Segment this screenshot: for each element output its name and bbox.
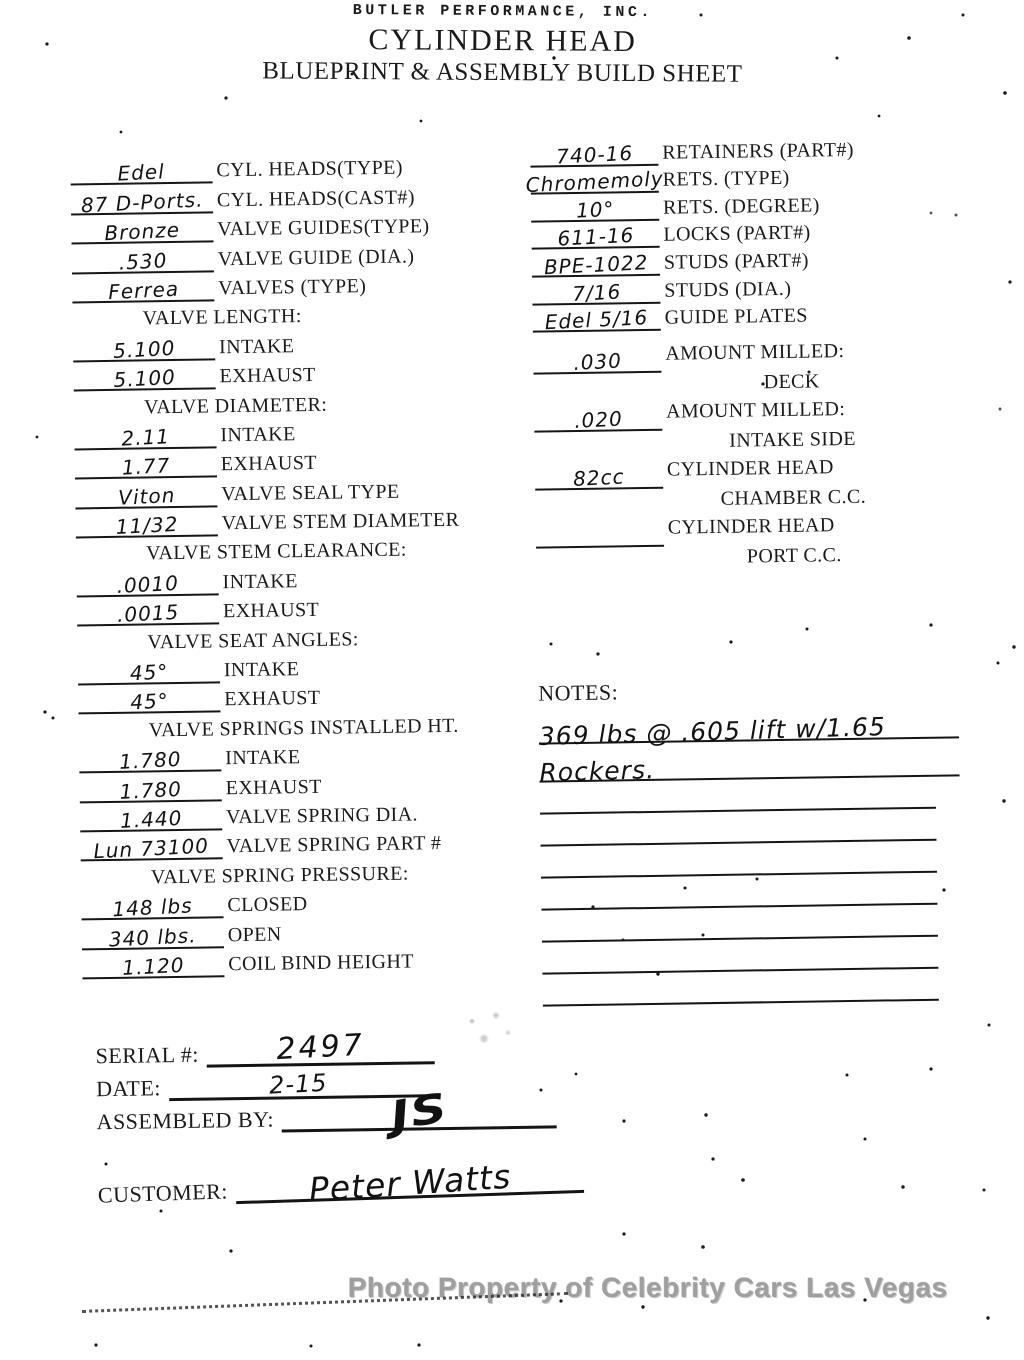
value-underline (79, 770, 221, 803)
field-label: VALVE STEM DIAMETER (221, 508, 460, 535)
field-label: AMOUNT MILLED: (665, 398, 846, 423)
handwritten-value: 82cc (572, 464, 626, 492)
handwritten-value: 340 lbs. (108, 922, 198, 952)
field-label-line2: PORT C.C. (746, 544, 842, 568)
field-label: EXHAUST (220, 452, 318, 476)
document-title-line2: BLUEPRINT & ASSEMBLY BUILD SHEET (262, 57, 743, 88)
field-label: VALVE LENGTH: (142, 305, 302, 330)
handwritten-value: .530 (117, 247, 168, 275)
left-form-column (70, 150, 534, 980)
serial-label: SERIAL #: (95, 1041, 200, 1069)
value-underline (72, 270, 214, 303)
value-underline (535, 505, 664, 549)
field-label: RETAINERS (PART#) (662, 138, 854, 164)
field-label: GUIDE PLATES (664, 304, 808, 329)
field-label: VALVE SEAT ANGLES: (147, 627, 359, 654)
handwritten-value: 1.780 (118, 747, 182, 775)
notes-blank-line (542, 969, 938, 1007)
field-label: CYL. HEADS(TYPE) (216, 156, 404, 182)
value-underline (81, 887, 223, 920)
handwritten-value: 148 lbs (111, 893, 194, 922)
value-underline (79, 740, 221, 773)
value-underline (78, 652, 220, 685)
field-label: INTAKE (220, 423, 296, 447)
value-underline (73, 329, 215, 362)
field-label: VALVE SPRINGS INSTALLED HT. (148, 714, 459, 742)
value-underline (80, 799, 222, 832)
handwritten-note: Rockers. (539, 755, 656, 788)
form-row (535, 442, 1006, 511)
field-label-line2: INTAKE SIDE (729, 428, 857, 452)
value-underline (80, 828, 222, 864)
document-title-line1: CYLINDER HEAD (368, 23, 637, 59)
field-label-line2: CHAMBER C.C. (720, 485, 867, 511)
handwritten-value: BPE-1022 (543, 250, 649, 280)
field-label: VALVE SEAL TYPE (221, 480, 400, 505)
value-underline (82, 946, 224, 979)
value-underline (75, 476, 217, 509)
field-label-wrap (659, 194, 919, 221)
handwritten-value: .020 (573, 406, 624, 434)
handwritten-value: 1.440 (119, 805, 183, 833)
assembled-by-signature: JS (387, 1084, 452, 1140)
field-label-wrap (663, 501, 924, 570)
date-label: DATE: (95, 1075, 162, 1102)
handwritten-value: 611-16 (556, 223, 635, 251)
value-underline (535, 447, 664, 491)
field-label: CYL. HEADS(CAST#) (216, 186, 415, 212)
field-label: VALVE GUIDE (DIA.) (217, 244, 415, 270)
field-label-wrap (659, 166, 919, 193)
footer-section (95, 1027, 717, 1210)
serial-underline (207, 1028, 436, 1067)
customer-underline (235, 1156, 584, 1210)
photo-watermark: Photo Property of Celebrity Cars Las Vegas (348, 1272, 948, 1303)
handwritten-note: 369 lbs @ .605 lift w/1.65 (538, 712, 887, 752)
value-underline (525, 163, 665, 198)
field-label: VALVE SPRING PRESSURE: (150, 862, 409, 889)
field-label: INTAKE (223, 658, 300, 682)
field-label: CYLINDER HEAD (666, 456, 834, 481)
handwritten-value: 45° (129, 688, 170, 715)
value-underline (82, 916, 224, 952)
handwritten-value: 5.100 (112, 365, 177, 393)
right-form-column (525, 133, 1013, 1007)
handwritten-value: 45° (129, 659, 169, 686)
value-underline (73, 358, 215, 391)
field-label: LOCKS (PART#) (663, 221, 811, 247)
field-label: VALVE SPRING DIA. (225, 803, 419, 829)
handwritten-value: Lun 73100 (93, 833, 210, 864)
serial-value: 2497 (275, 1027, 366, 1068)
handwritten-value: .030 (572, 348, 623, 376)
field-label: OPEN (227, 922, 282, 946)
value-underline (532, 246, 660, 280)
right-rows (525, 133, 1006, 568)
form-row (534, 384, 1005, 452)
handwritten-value: 7/16 (571, 279, 622, 306)
value-underline (76, 564, 218, 597)
field-label: AMOUNT MILLED: (665, 340, 845, 365)
handwritten-value: Viton (117, 482, 176, 510)
handwritten-value: 740-16 (555, 140, 634, 169)
customer-label: CUSTOMER: (97, 1178, 229, 1208)
field-label: VALVE STEM CLEARANCE: (145, 539, 407, 565)
field-label: RETS. (TYPE) (662, 167, 790, 191)
field-label-wrap (658, 139, 918, 166)
value-underline (78, 681, 220, 714)
date-value: 2-15 (267, 1068, 328, 1100)
field-label: STUDS (DIA.) (664, 277, 792, 302)
notes-section (538, 674, 1013, 1007)
field-label: INTAKE (218, 334, 295, 359)
handwritten-value: 1.120 (121, 952, 185, 980)
form-row (535, 500, 1006, 568)
notes-label: NOTES: (538, 679, 619, 706)
notes-filled-lines (538, 700, 1009, 788)
form-row (533, 326, 1004, 394)
customer-value: Peter Watts (307, 1156, 513, 1210)
value-underline (70, 152, 212, 185)
field-label: CLOSED (227, 893, 308, 917)
value-underline (534, 389, 663, 433)
field-label: EXHAUST (219, 364, 316, 388)
handwritten-value: .0010 (115, 570, 180, 598)
value-underline (72, 241, 214, 274)
field-label: VALVES (TYPE) (218, 275, 367, 300)
field-label: STUDS (PART#) (663, 249, 810, 274)
field-label: EXHAUST (224, 687, 321, 711)
company-name: BUTLER PERFORMANCE, INC. (352, 2, 653, 22)
value-underline (71, 182, 213, 218)
field-label-wrap (660, 249, 920, 276)
field-label-line2: DECK (763, 370, 820, 394)
field-label-wrap (660, 276, 920, 303)
value-underline (532, 301, 660, 335)
handwritten-value: Bronze (103, 217, 181, 246)
notes-line (538, 701, 959, 752)
field-label: RETS. (DEGREE) (662, 194, 820, 219)
handwritten-value: 11/32 (114, 511, 179, 540)
value-underline (530, 136, 658, 167)
handwritten-value: Ferrea (107, 276, 180, 305)
field-label: INTAKE (222, 570, 298, 594)
field-label-wrap (659, 221, 919, 248)
handwritten-value: Chromemoly (525, 166, 665, 198)
field-label: COIL BIND HEIGHT (228, 950, 415, 976)
scan-noise-specks (0, 0, 2, 2)
value-underline (531, 219, 659, 250)
scan-smudge (448, 998, 528, 1056)
field-label: VALVE DIAMETER: (143, 393, 328, 418)
handwritten-value: 2.11 (120, 424, 171, 451)
handwritten-value: .0015 (116, 600, 180, 628)
field-label: VALVE GUIDES(TYPE) (217, 215, 430, 241)
value-underline (74, 417, 216, 450)
handwritten-value: 1.77 (121, 453, 171, 480)
value-underline (75, 446, 217, 479)
handwritten-value: 87 D-Ports. (80, 187, 204, 218)
field-label: EXHAUST (225, 775, 322, 799)
field-label: EXHAUST (222, 599, 320, 623)
customer-row (97, 1137, 718, 1209)
handwritten-value: 1.780 (118, 776, 183, 804)
assembled-by-label: ASSEMBLED BY: (96, 1106, 275, 1135)
notes-blank-lines (540, 776, 1013, 1007)
handwritten-value: Edel (117, 159, 166, 186)
field-label: CYLINDER HEAD (667, 514, 835, 539)
handwritten-value: 10° (575, 196, 615, 223)
handwritten-value: Edel 5/16 (544, 305, 649, 335)
value-underline (75, 505, 217, 538)
field-label: INTAKE (225, 746, 301, 770)
field-label: VALVE SPRING PART # (226, 832, 442, 858)
document-header (0, 0, 1015, 91)
handwritten-value: 5.100 (112, 335, 176, 363)
value-underline (533, 331, 662, 375)
value-underline (77, 593, 219, 626)
